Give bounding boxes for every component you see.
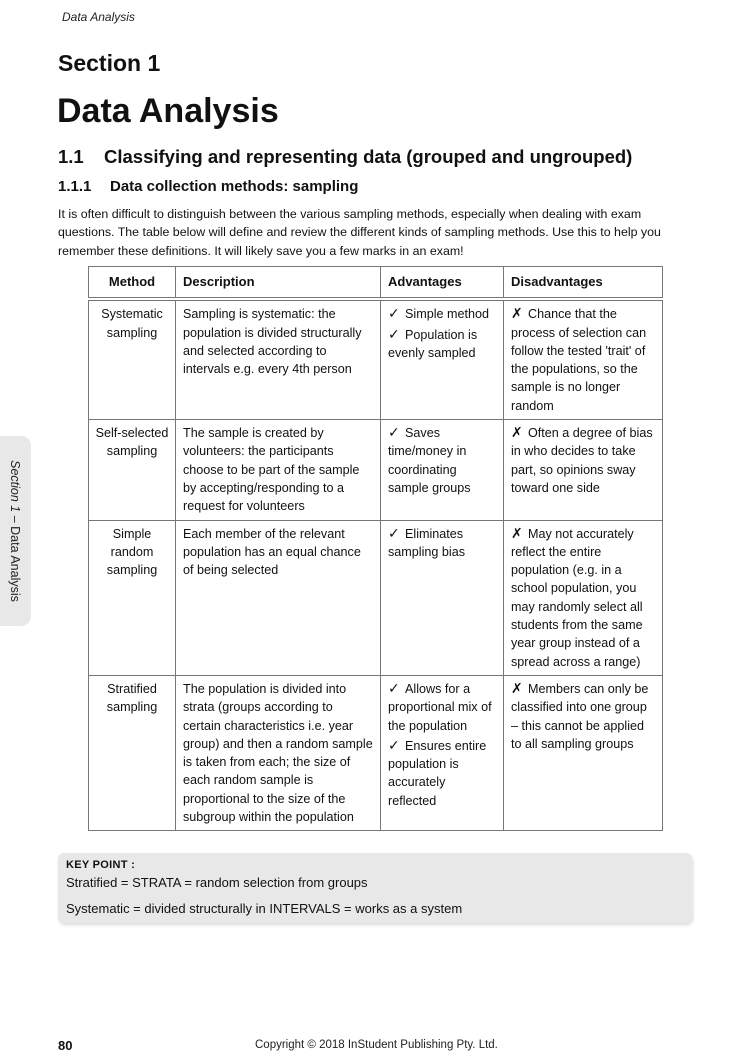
intro-paragraph: It is often difficult to distinguish between the various sampling methods, especially when dealing with exam questions. The table below will define and review the different kinds of sampling methods. Use this to help you remember these definitions. It will likely save you a few marks in an exam! [58, 207, 661, 258]
heading-1-1-text: Classifying and representing data (grouped and ungrouped) [104, 146, 633, 167]
table-row [89, 301, 663, 420]
advantage-text: Simple method [405, 307, 489, 322]
key-point-label: KEY POINT : [66, 859, 136, 871]
table-header-row [89, 267, 663, 298]
page-number: 80 [58, 1038, 73, 1053]
check-icon: ✓ [388, 425, 400, 442]
disadvantage-text: May not accurately reflect the entire population (e.g. in a school population, you may randomly select all students from the same year group instead of a spread across a range) [511, 526, 643, 669]
disadvantage-item [511, 305, 655, 415]
key-point-line: Stratified = STRATA = random selection from groups [66, 875, 368, 890]
disadvantage-item [511, 680, 655, 753]
check-icon: ✓ [388, 306, 400, 323]
method-cell: Simple random sampling [89, 520, 176, 675]
header-disadvantages: Disadvantages [504, 267, 663, 298]
advantages-cell [381, 301, 504, 420]
side-tab-dash: – [8, 515, 22, 523]
section-side-tab-label [8, 460, 22, 602]
advantages-cell [381, 520, 504, 675]
advantage-text: Eliminates sampling bias [388, 526, 466, 559]
heading-1-1-1 [58, 178, 358, 195]
method-cell: Systematic sampling [89, 301, 176, 420]
advantage-text: Saves time/money in coordinating sample groups [388, 426, 471, 495]
check-icon: ✓ [388, 326, 400, 343]
description-cell: Sampling is systematic: the population is divided structurally and selected according to intervals e.g. every 4th person [176, 301, 381, 420]
disadvantage-item [511, 525, 655, 671]
header-method: Method [89, 267, 176, 298]
disadvantage-text: Members can only be classified into one group – this cannot be applied to all sampling groups [511, 681, 649, 751]
check-icon: ✓ [388, 525, 400, 542]
disadvantage-item [511, 424, 655, 497]
advantage-item [388, 737, 496, 810]
heading-1-1-1-number: 1.1.1 [58, 178, 92, 195]
sampling-methods-table [88, 266, 663, 831]
advantage-text: Allows for a proportional mix of the population [388, 681, 492, 733]
advantage-text: Population is evenly sampled [388, 327, 478, 360]
side-tab-title: Data Analysis [8, 526, 22, 602]
key-point-line: Systematic = divided structurally in INTERVALS = works as a system [66, 901, 463, 916]
header-advantages: Advantages [381, 267, 504, 298]
description-cell: Each member of the relevant population has an equal chance of being selected [176, 520, 381, 675]
disadvantages-cell [504, 675, 663, 830]
disadvantage-text: Chance that the process of selection can follow the tested 'trait' of the populations, so the sample is no longer random [511, 307, 647, 413]
advantage-item [388, 525, 496, 562]
advantage-item [388, 326, 496, 363]
table-body [89, 298, 663, 831]
table-row [89, 520, 663, 675]
description-cell: The sample is created by volunteers: the participants choose to be part of the sample by accepting/responding to a request for volunteers [176, 420, 381, 520]
advantages-cell [381, 420, 504, 520]
heading-1-1-number: 1.1 [58, 146, 84, 167]
advantage-item [388, 305, 496, 323]
disadvantages-cell [504, 520, 663, 675]
disadvantage-text: Often a degree of bias in who decides to take part, so opinions sway toward one side [511, 426, 653, 495]
check-icon: ✓ [388, 737, 400, 754]
check-icon: ✓ [388, 680, 400, 697]
chapter-title: Data Analysis [57, 92, 279, 130]
advantage-item [388, 680, 496, 735]
cross-icon: ✗ [511, 425, 523, 442]
cross-icon: ✗ [511, 306, 523, 323]
side-tab-section: Section 1 [8, 460, 22, 513]
heading-1-1 [58, 146, 632, 168]
header-description: Description [176, 267, 381, 298]
key-point-box [58, 853, 692, 923]
section-label: Section 1 [58, 50, 161, 76]
heading-1-1-1-text: Data collection methods: sampling [110, 178, 359, 195]
disadvantages-cell [504, 301, 663, 420]
advantage-item [388, 424, 496, 497]
disadvantages-cell [504, 420, 663, 520]
advantage-text: Ensures entire population is accurately reflected [388, 738, 487, 808]
table-row [89, 675, 663, 830]
description-cell: The population is divided into strata (groups according to certain characteristics i.e. year group) and then a random sample is taken from each; the size of each random sample is proportional to the size of the subgroup within the population [176, 675, 381, 830]
cross-icon: ✗ [511, 680, 523, 697]
method-cell: Stratified sampling [89, 675, 176, 830]
method-cell: Self-selected sampling [89, 420, 176, 520]
table-row [89, 420, 663, 520]
cross-icon: ✗ [511, 525, 523, 542]
running-header: Data Analysis [62, 10, 135, 24]
advantages-cell [381, 675, 504, 830]
copyright-notice: Copyright © 2018 InStudent Publishing Pty. Ltd. [255, 1039, 498, 1051]
